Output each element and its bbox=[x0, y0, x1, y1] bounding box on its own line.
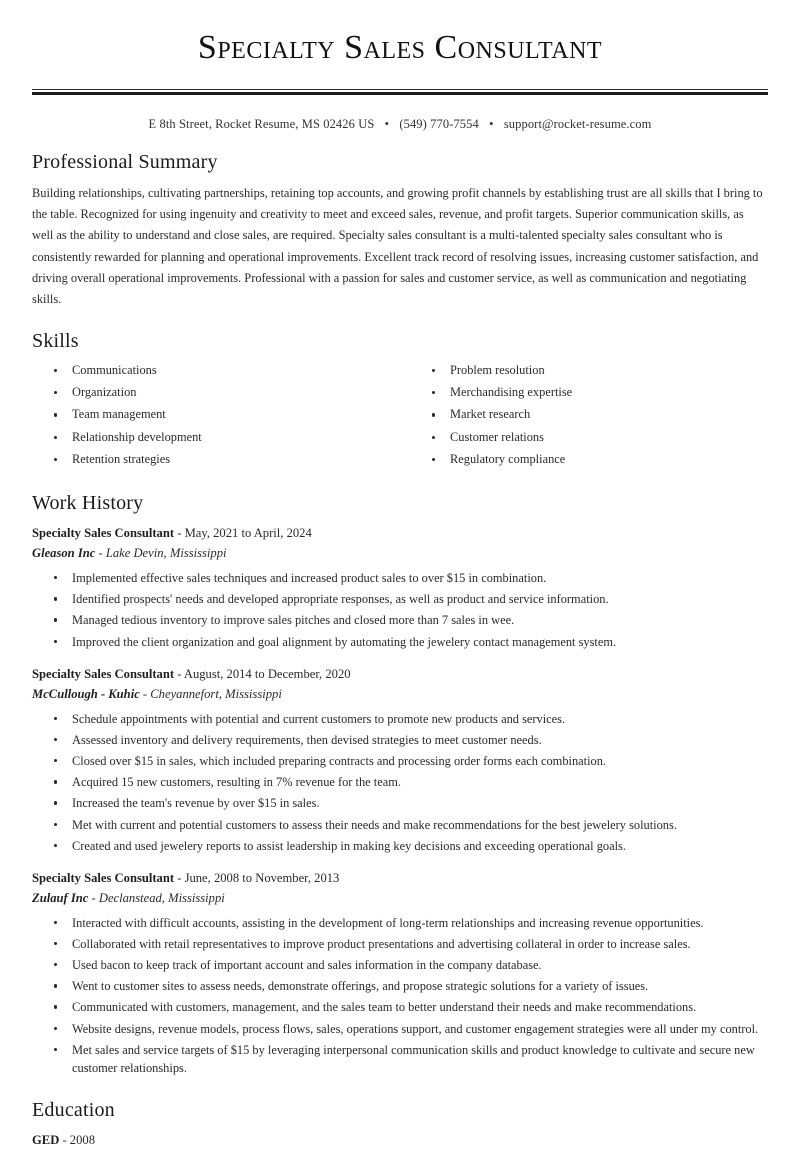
list-item: Customer relations bbox=[432, 429, 768, 447]
skills-column-left bbox=[32, 362, 400, 474]
job-company-separator: - bbox=[88, 891, 99, 906]
list-item: Assessed inventory and delivery requirements, then devised strategies to meet customer needs. bbox=[54, 731, 768, 750]
job-company-line bbox=[32, 685, 768, 704]
job-bullets bbox=[32, 710, 768, 855]
job-company-separator: - bbox=[95, 546, 106, 561]
list-item: Went to customer sites to assess needs, demonstrate offerings, and propose strategic solutions for a variety of issues. bbox=[54, 977, 768, 996]
list-item: Managed tedious inventory to improve sales pitches and closed more than 7 sales in wee. bbox=[54, 611, 768, 630]
job-title: Specialty Sales Consultant bbox=[32, 667, 175, 682]
list-item: Organization bbox=[54, 384, 400, 402]
skills-column-right bbox=[400, 362, 768, 474]
job-location: Cheyannefort, Mississippi bbox=[150, 687, 282, 702]
list-item: Schedule appointments with potential and current customers to promote new products and services. bbox=[54, 710, 768, 729]
job-title-separator: - bbox=[174, 526, 185, 541]
list-item: Interacted with difficult accounts, assisting in the development of long-term relationships and increasing revenue opportunities. bbox=[54, 914, 768, 933]
list-item: Met sales and service targets of $15 by leveraging interpersonal communication skills and product knowledge to cultivate and secure new customer relationships. bbox=[54, 1041, 768, 1078]
job-bullets bbox=[32, 914, 768, 1078]
divider-line-thick bbox=[32, 92, 768, 95]
section-professional-summary bbox=[32, 150, 768, 311]
page-title: Specialty Sales Consultant bbox=[197, 29, 603, 66]
job-location: Declanstead, Mississippi bbox=[98, 891, 225, 906]
work-history-entry bbox=[32, 665, 768, 855]
job-title: Specialty Sales Consultant bbox=[32, 871, 175, 886]
contact-address: E 8th Street, Rocket Resume, MS 02426 US bbox=[148, 116, 375, 131]
list-item: Regulatory compliance bbox=[432, 451, 768, 469]
list-item: Collaborated with retail representatives to improve product presentations and advertising collateral in order to increase sales. bbox=[54, 935, 768, 954]
job-dates: June, 2008 to November, 2013 bbox=[184, 871, 340, 886]
list-item: Acquired 15 new customers, resulting in 7% revenue for the team. bbox=[54, 773, 768, 792]
job-dates: May, 2021 to April, 2024 bbox=[184, 526, 312, 541]
education-degree: GED bbox=[32, 1132, 60, 1147]
section-heading-skills: Skills bbox=[32, 329, 79, 352]
list-item: Improved the client organization and goal alignment by automating the jewelery contact management system. bbox=[54, 633, 768, 652]
list-item: Communications bbox=[54, 362, 400, 380]
list-item: Communicated with customers, management, and the sales team to better understand their needs and make recommendations. bbox=[54, 998, 768, 1017]
list-item: Increased the team's revenue by over $15 in sales. bbox=[54, 794, 768, 813]
skills-columns bbox=[32, 362, 768, 474]
section-heading-summary: Professional Summary bbox=[32, 150, 218, 173]
job-title-separator: - bbox=[174, 667, 184, 682]
list-item: Merchandising expertise bbox=[432, 384, 768, 402]
list-item: Used bacon to keep track of important account and sales information in the company database. bbox=[54, 956, 768, 975]
skills-list-right bbox=[410, 362, 768, 469]
job-company: Zulauf Inc bbox=[32, 891, 89, 906]
section-heading-education: Education bbox=[32, 1098, 115, 1121]
job-company: McCullough - Kuhic bbox=[32, 687, 140, 702]
job-company-line bbox=[32, 544, 768, 563]
job-title-line bbox=[32, 869, 768, 888]
contact-info bbox=[32, 117, 768, 132]
list-item: Relationship development bbox=[54, 429, 400, 447]
education-entry bbox=[32, 1131, 768, 1150]
list-item: Website designs, revenue models, process flows, sales, operations support, and customer engagement strategies were all under my control. bbox=[54, 1020, 768, 1039]
section-heading-work-history: Work History bbox=[32, 492, 144, 515]
education-year: 2008 bbox=[69, 1132, 95, 1147]
section-skills bbox=[32, 329, 768, 474]
job-company: Gleason Inc bbox=[32, 546, 96, 561]
list-item: Implemented effective sales techniques and increased product sales to over $15 in combination. bbox=[54, 569, 768, 588]
job-bullets bbox=[32, 569, 768, 651]
contact-email: support@rocket-resume.com bbox=[503, 116, 652, 131]
job-title: Specialty Sales Consultant bbox=[32, 526, 175, 541]
job-location: Lake Devin, Mississippi bbox=[105, 546, 227, 561]
list-item: Problem resolution bbox=[432, 362, 768, 380]
contact-separator-2: • bbox=[489, 116, 494, 131]
contact-separator-1: • bbox=[384, 116, 390, 131]
section-work-history bbox=[32, 491, 768, 1077]
list-item: Created and used jewelery reports to assist leadership in making key decisions and exceeding operational goals. bbox=[54, 837, 768, 856]
work-history-entry bbox=[32, 869, 768, 1078]
job-company-line bbox=[32, 889, 768, 908]
job-title-line bbox=[32, 665, 768, 684]
summary-text: Building relationships, cultivating partnerships, retaining top accounts, and growing profit channels by establishing trust are all skills that I bring to the table. Recognized for using ingenuity and creativity to meet and exceed sales, revenue, and profit targets. Superior communication skills, as well as the ability to understand and close sales, are required. Specialty sales consultant is a multi-talented specialty sales consultant who is consistently rewarded for planning and operational improvements. Excellent track record of resolving issues, increasing customer satisfaction, and driving overall operational improvements. Professional with a passion for sales and customer service, as well as communication and negotiating skills. bbox=[32, 185, 763, 307]
contact-phone: (549) 770-7554 bbox=[399, 116, 479, 131]
skills-list-left bbox=[32, 362, 400, 469]
work-history-entry bbox=[32, 524, 768, 651]
list-item: Team management bbox=[54, 406, 400, 424]
job-title-separator: - bbox=[174, 871, 185, 886]
list-item: Retention strategies bbox=[54, 451, 400, 469]
job-dates: August, 2014 to December, 2020 bbox=[183, 667, 351, 682]
list-item: Market research bbox=[432, 406, 768, 424]
job-company-separator: - bbox=[139, 687, 151, 702]
job-title-line bbox=[32, 524, 768, 543]
list-item: Closed over $15 in sales, which included preparing contracts and processing order forms each combination. bbox=[54, 752, 768, 771]
education-separator: - bbox=[59, 1132, 70, 1147]
list-item: Identified prospects' needs and developed appropriate responses, as well as product and service information. bbox=[54, 590, 768, 609]
header-divider bbox=[32, 89, 768, 95]
section-education bbox=[32, 1098, 768, 1150]
list-item: Met with current and potential customers to assess their needs and make recommendations for the best jewelery solutions. bbox=[54, 816, 768, 835]
